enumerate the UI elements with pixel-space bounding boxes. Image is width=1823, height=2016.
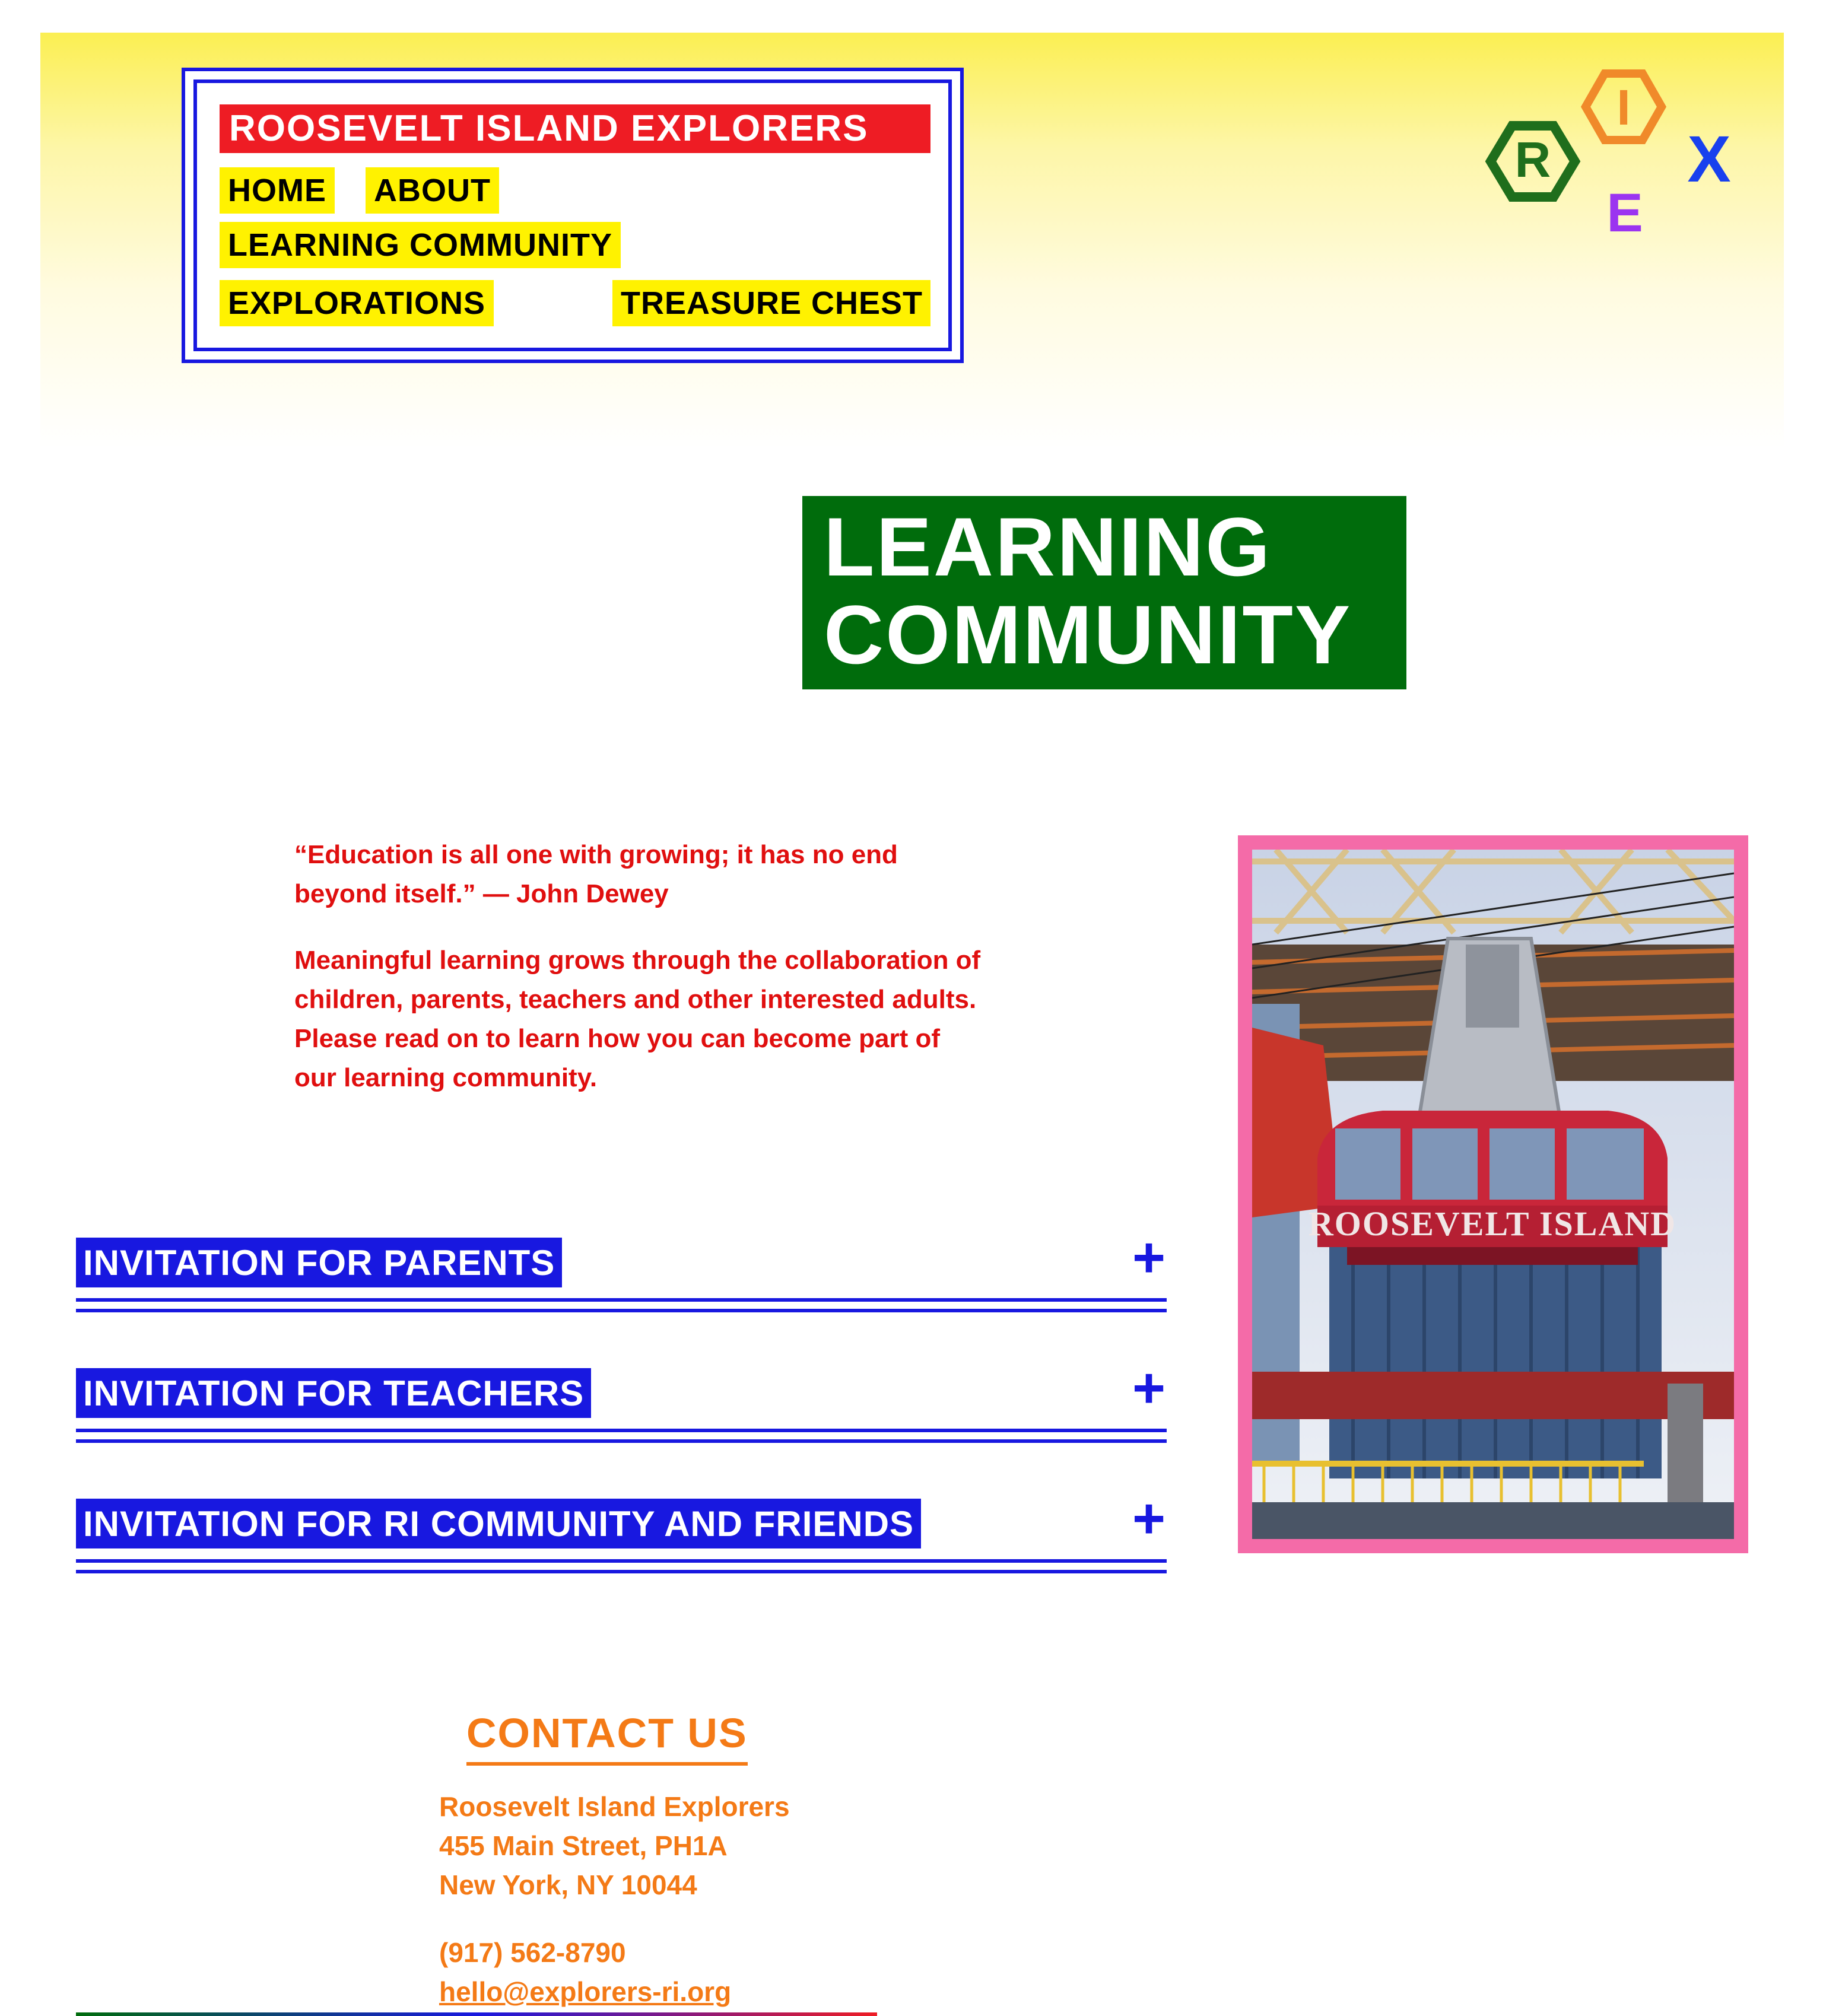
contact-phone: (917) 562-8790 xyxy=(439,1937,626,1968)
accordion-community[interactable] xyxy=(76,1487,1167,1573)
dewey-quote: “Education is all one with growing; it has no end beyond itself.” — John Dewey xyxy=(294,840,898,908)
tram-sign-text: ROOSEVELT ISLAND xyxy=(1308,1204,1677,1243)
contact-city: New York, NY 10044 xyxy=(439,1869,697,1900)
accordion-parents-label[interactable]: INVITATION FOR PARENTS xyxy=(76,1238,562,1287)
logo-letter-i: I xyxy=(1616,80,1631,135)
contact-address xyxy=(439,1787,790,1904)
footer-divider xyxy=(76,2012,877,2016)
contact-heading: CONTACT US xyxy=(466,1707,748,1766)
contact-street: 455 Main Street, PH1A xyxy=(439,1830,728,1861)
contact-email-link[interactable]: hello@explorers-ri.org xyxy=(439,1976,732,2007)
logo-letter-x: X xyxy=(1687,123,1731,196)
accordion-parents[interactable] xyxy=(76,1226,1167,1312)
nav-learning-community[interactable]: LEARNING COMMUNITY xyxy=(220,222,621,268)
accordion-community-label[interactable]: INVITATION FOR RI COMMUNITY AND FRIENDS xyxy=(76,1499,921,1548)
tram-photo-frame xyxy=(1238,835,1748,1553)
nav-about[interactable]: ABOUT xyxy=(366,167,499,214)
site-title[interactable]: ROOSEVELT ISLAND EXPLORERS xyxy=(220,104,930,153)
plus-icon[interactable]: + xyxy=(1132,1487,1166,1550)
contact-org: Roosevelt Island Explorers xyxy=(439,1791,790,1822)
accordion-teachers[interactable] xyxy=(76,1356,1167,1443)
tram-photo xyxy=(1252,850,1734,1539)
nav-home[interactable]: HOME xyxy=(220,167,335,214)
logo-letter-e: E xyxy=(1606,183,1643,241)
plus-icon[interactable]: + xyxy=(1132,1356,1166,1420)
page-title-line-2: COMMUNITY xyxy=(824,588,1352,681)
page-title xyxy=(802,496,1406,689)
accordion-teachers-label[interactable]: INVITATION FOR TEACHERS xyxy=(76,1368,591,1418)
plus-icon[interactable]: + xyxy=(1132,1226,1166,1289)
nav-explorations[interactable]: EXPLORATIONS xyxy=(220,280,494,326)
contact-reach xyxy=(439,1933,731,2011)
nav-treasure-chest[interactable]: TREASURE CHEST xyxy=(612,280,930,326)
rex-logo[interactable] xyxy=(1478,57,1751,241)
logo-letter-r: R xyxy=(1514,132,1551,187)
page-title-line-1: LEARNING xyxy=(824,500,1272,593)
intro-paragraph: Meaningful learning grows through the collaboration of children, parents, teachers and other interested adults. Please read on to learn how you can become part of our learning community. xyxy=(294,946,981,1092)
